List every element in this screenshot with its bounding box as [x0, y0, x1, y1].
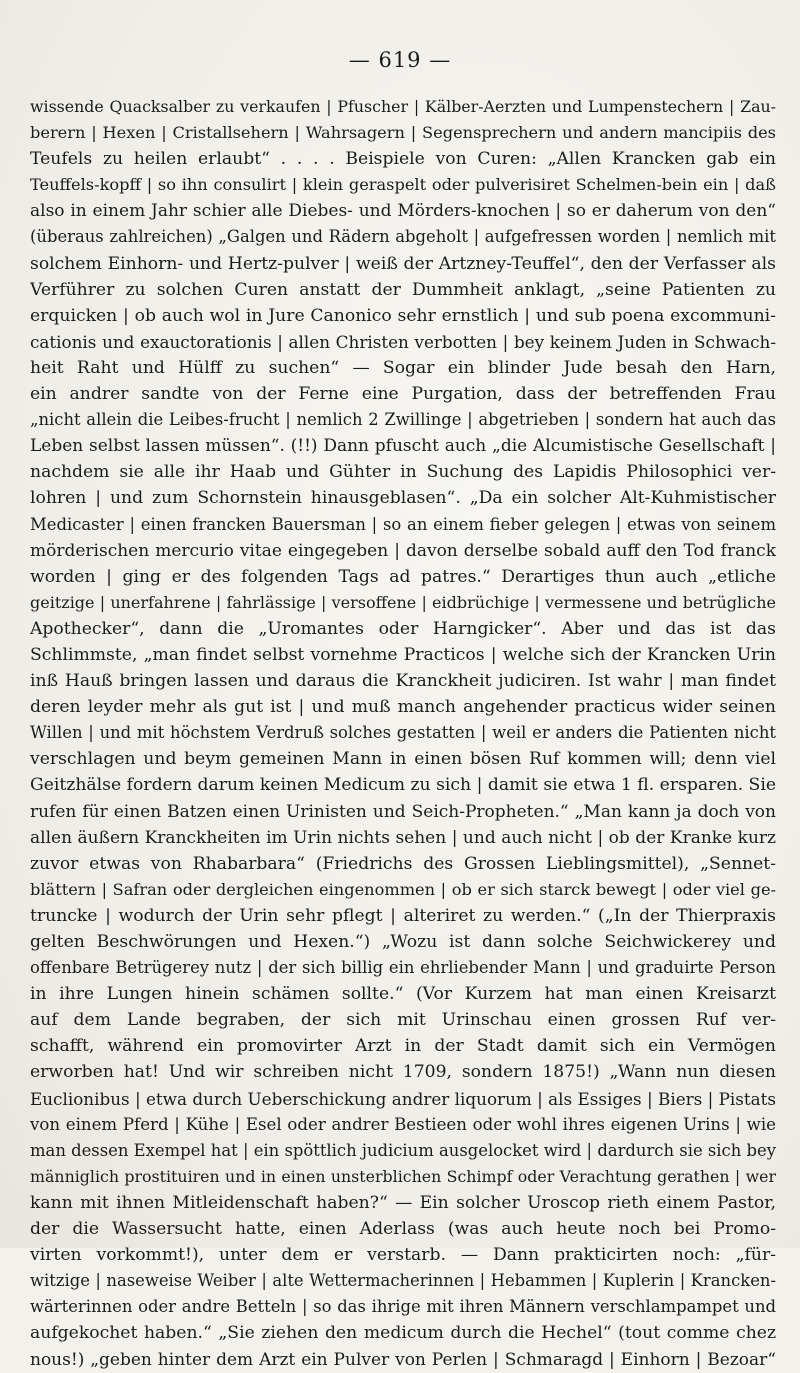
text-line: Medicaster | einen francken Bauersman | so an einem fieber gelegen | etwas von seinem — [30, 514, 776, 534]
text-line: Teuffels-kopff | so ihn consulirt | klein geraspelt oder pulverisiret Schelmen-bein ein | daß — [30, 175, 776, 195]
text-line: „nicht allein die Leibes-frucht | nemlich 2 Zwillinge | abgetrieben | sondern hat auch das — [30, 410, 776, 430]
text-line: mörderischen mercurio vitae eingegeben | davon derselbe sobald auff den Tod franck — [30, 540, 776, 561]
text-line: erquicken | ob auch wol in Jure Canonico sehr ernstlich | und sub poena excommuni- — [30, 305, 776, 326]
text-line: Schlimmste, „man findet selbst vornehme Practicos | welche sich der Krancken Urin — [30, 644, 776, 665]
text-line: nous!) „geben hinter dem Arzt ein Pulver von Perlen | Schmaragd | Einhorn | Bezoar“ — [30, 1349, 776, 1370]
text-line: virten vorkommt!), unter dem er verstarb. — Dann prakticirten noch: „für- — [30, 1245, 776, 1266]
text-line: allen äußern Kranckheiten im Urin nichts sehen | und auch nicht | ob der Kranke kurz — [30, 827, 776, 848]
text-line: lohren | und zum Schornstein hinausgeblasen“. „Da ein solcher Alt-Kuhmistischer — [30, 488, 776, 509]
text-line: Leben selbst lassen müssen“. (!!) Dann pfuscht auch „die Alcumistische Gesellschaft | — [30, 436, 776, 457]
text-line: der die Wassersucht hatte, einen Aderlass (was auch heute noch bei Promo- — [30, 1219, 776, 1240]
text-line: solchem Einhorn- und Hertz-pulver | weiß der Artzney-Teuffel“, den der Verfasser als — [30, 253, 776, 274]
text-line: von einem Pferd | Kühe | Esel oder andrer Bestieen oder wohl ihres eigenen Urins | wie — [30, 1114, 776, 1134]
text-line: erworben hat! Und wir schreiben nicht 1709, sondern 1875!) „Wann nun diesen — [30, 1062, 776, 1083]
text-line: truncke | wodurch der Urin sehr pflegt | alteriret zu werden.“ („In der Thierpraxis — [30, 905, 776, 926]
text-line: gelten Beschwörungen und Hexen.“) „Wozu ist dann solche Seichwickerey und — [30, 932, 776, 952]
text-line: berern | Hexen | Cristallsehern | Wahrsagern | Segensprechern und andern mancipiis des — [30, 123, 776, 143]
text-line: Teufels zu heilen erlaubt“ . . . . Beispiele von Curen: „Allen Krancken gab ein — [30, 149, 776, 170]
text-line: kann mit ihnen Mitleidenschaft haben?“ — Ein solcher Uroscop rieth einem Pastor, — [30, 1192, 776, 1213]
text-line: ein andrer sandte von der Ferne eine Purgation, dass der betreffenden Frau — [30, 384, 776, 405]
text-line: worden | ging er des folgenden Tags ad patres.“ Derartiges thun auch „etliche — [30, 566, 776, 587]
text-line: heit Raht und Hülff zu suchen“ — Sogar ein blinder Jude besah den Harn, — [30, 357, 776, 378]
body-text — [30, 94, 776, 1373]
text-line: wärterinnen oder andre Betteln | so das ihrige mit ihren Männern verschlampampet und — [30, 1297, 776, 1317]
text-line: in ihre Lungen hinein schämen sollte.“ (Vor Kurzem hat man einen Kreisarzt — [30, 984, 776, 1005]
text-line: aufgekochet haben.“ „Sie ziehen den medicum durch die Hechel“ (tout comme chez — [30, 1323, 776, 1344]
text-line: männiglich prostituiren und in einen unsterblichen Schimpf oder Verachtung gerathen | wer — [30, 1166, 776, 1186]
text-line: schafft, während ein promovirter Arzt in der Stadt damit sich ein Vermögen — [30, 1036, 776, 1057]
text-line: deren leyder mehr als gut ist | und muß manch angehender practicus wider seinen — [30, 697, 776, 718]
text-line: (überaus zahlreichen) „Galgen und Rädern abgeholt | aufgefressen worden | nemlich mit — [30, 227, 776, 247]
text-line: Willen | und mit höchstem Verdruß solches gestatten | weil er anders die Patienten nicht — [30, 723, 776, 743]
page-number-header: — 619 — — [348, 48, 452, 72]
text-line: also in einem Jahr schier alle Diebes- und Mörders-knochen | so er daherum von den“ — [30, 201, 776, 222]
text-line: blättern | Safran oder dergleichen eingenommen | ob er sich starck bewegt | oder viel ge- — [30, 879, 776, 899]
text-line: inß Hauß bringen lassen und daraus die Kranckheit judiciren. Ist wahr | man findet — [30, 671, 776, 692]
text-line: auf dem Lande begraben, der sich mit Urinschau einen grossen Ruf ver- — [30, 1010, 776, 1031]
text-line: verschlagen und beym gemeinen Mann in einen bösen Ruf kommen will; denn viel — [30, 749, 776, 770]
text-line: Geitzhälse fordern darum keinen Medicum zu sich | damit sie etwa 1 fl. ersparen. Sie — [30, 775, 776, 796]
text-line: Apothecker“, dann die „Uromantes oder Harngicker“. Aber und das ist das — [30, 618, 776, 639]
text-line: geitzige | unerfahrene | fahrlässige | versoffene | eidbrüchige | vermessene und betrügliche — [30, 592, 776, 612]
text-line: cationis und exauctorationis | allen Christen verbotten | bey keinem Juden in Schwach- — [30, 331, 776, 352]
text-line: zuvor etwas von Rhabarbara“ (Friedrichs des Grossen Lieblingsmittel), „Sennet- — [30, 853, 776, 874]
text-line: Euclionibus | etwa durch Ueberschickung andrer liquorum | als Essiges | Biers | Pistats — [30, 1088, 776, 1109]
text-line: wissende Quacksalber zu verkaufen | Pfuscher | Kälber-Aerzten und Lumpenstechern | Zau- — [30, 97, 776, 116]
text-line: Verführer zu solchen Curen anstatt der Dummheit anklagt, „seine Patienten zu — [30, 279, 776, 300]
text-line: nachdem sie alle ihr Haab und Gühter in Suchung des Lapidis Philosophici ver- — [30, 462, 776, 483]
text-line: rufen für einen Batzen einen Urinisten und Seich-Propheten.“ „Man kann ja doch von — [30, 801, 776, 822]
text-line: man dessen Exempel hat | ein spöttlich judicium ausgelocket wird | dardurch sie sich bey — [30, 1140, 776, 1160]
text-line: offenbare Betrügerey nutz | der sich billig ein ehrliebender Mann | und graduirte Person — [30, 958, 776, 978]
text-line: witzige | naseweise Weiber | alte Wettermacherinnen | Hebammen | Kuplerin | Krancken- — [30, 1271, 776, 1291]
